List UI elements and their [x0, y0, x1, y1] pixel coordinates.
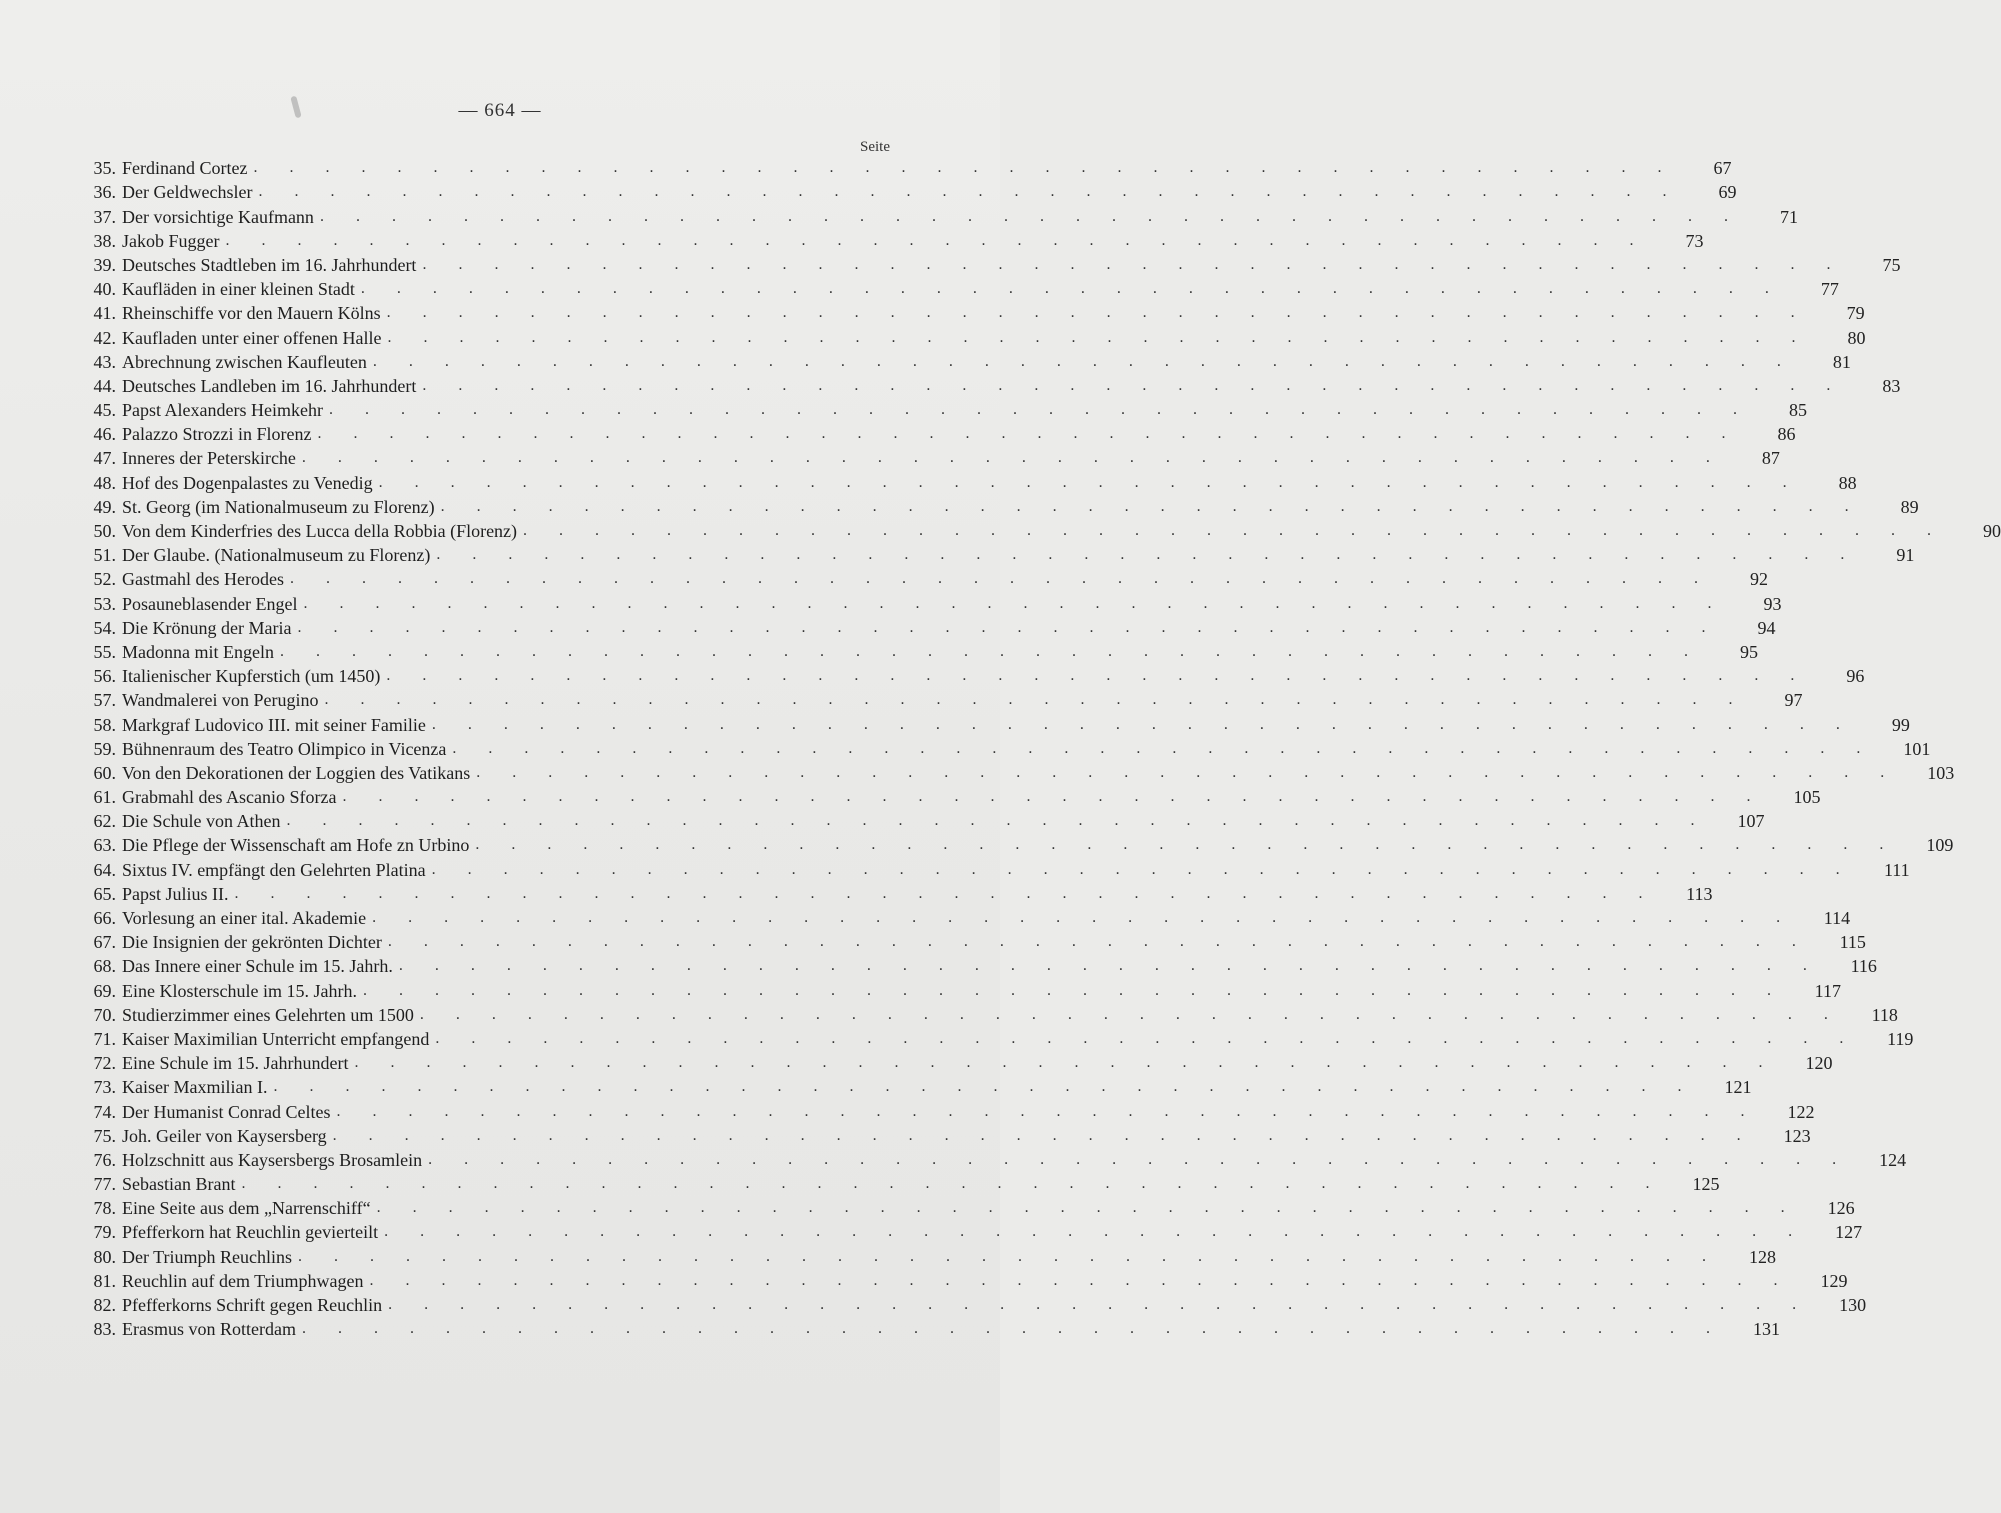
- entry-number: 76.: [93, 1149, 116, 1170]
- entry-number: 44.: [93, 375, 116, 396]
- entry-page: 123: [1783, 1125, 1811, 1146]
- entry-number: 71.: [93, 1028, 116, 1049]
- toc-row: [70, 687, 1803, 711]
- toc-row: [70, 300, 1865, 324]
- dot-leader: . . . . . . . . . . . . . . . . . . . . . . . . . . . . . . . . . . . . . . . .: [362, 981, 1785, 999]
- toc-row: [70, 203, 1798, 227]
- dot-leader: . . . . . . . . . . . . . . . . . . . . . . . . . . . . . . . . . . . . . . . .: [388, 1296, 1811, 1313]
- entry-number: 47.: [93, 448, 116, 469]
- entry-title: Joh. Geiler von Kaysersberg: [122, 1125, 327, 1146]
- entry-title: Bühnenraum des Teatro Olimpico in Vicenza: [122, 738, 447, 759]
- dot-leader: . . . . . . . . . . . . . . . . . . . . . . . . . . . . . . . . . . . . . . . .: [354, 1054, 1777, 1072]
- entry-number: 81.: [93, 1270, 116, 1291]
- toc-row: [70, 1050, 1833, 1074]
- entry-number: 56.: [93, 666, 116, 687]
- entry-number: 66.: [93, 908, 116, 928]
- entry-number: 62.: [93, 811, 116, 832]
- page-number: — 664 —: [458, 100, 542, 121]
- entry-title: Gastmahl des Herodes: [122, 569, 284, 590]
- entry-page: 120: [1805, 1053, 1833, 1074]
- entry-title: Sebastian Brant: [122, 1174, 236, 1195]
- entry-title: Sixtus IV. empfängt den Gelehrten Platina: [122, 859, 426, 880]
- toc-row: [70, 1026, 1914, 1050]
- entry-number: 54.: [93, 617, 116, 638]
- entry-page: 129: [1820, 1270, 1848, 1291]
- dot-leader: . . . . . . . . . . . . . . . . . . . . . . . . . . . . . . . . . . . . . . . .: [298, 1247, 1721, 1265]
- dot-leader: . . . . . . . . . . . . . . . . . . . . . . . . . . . . . . . . . . . . . . . .: [253, 159, 1676, 177]
- entry-number: 74.: [93, 1101, 116, 1122]
- dot-leader: . . . . . . . . . . . . . . . . . . . . . . . . . . . . . . . . . . . . . . . .: [297, 618, 1720, 636]
- toc-row: [70, 615, 1776, 639]
- entry-title: Von dem Kinderfries des Lucca della Robbia (Florenz): [122, 521, 518, 541]
- dot-leader: . . . . . . . . . . . . . . . . . . . . . . . . . . . . . . . . . . . . . . . .: [258, 183, 1681, 201]
- dot-leader: . . . . . . . . . . . . . . . . . . . . . . . . . . . . . . . . . . . . . . . .: [452, 739, 1875, 757]
- toc-row: [70, 349, 1851, 373]
- entry-title: Markgraf Ludovico III. mit seiner Familie: [122, 714, 426, 735]
- toc-row: [70, 711, 1910, 735]
- entry-title: Eine Seite aus dem „Narrenschiff“: [122, 1198, 371, 1219]
- dot-leader: . . . . . . . . . . . . . . . . . . . . . . . . . . . . . . . . . . . . . . . .: [387, 933, 1810, 951]
- dot-leader: . . . . . . . . . . . . . . . . . . . . . . . . . . . . . . . . . . . . . . . .: [436, 546, 1859, 564]
- entry-page: 88: [1838, 472, 1857, 493]
- toc-row: [70, 1123, 1811, 1147]
- entry-title: Hof des Dogenpalastes zu Venedig: [122, 472, 373, 493]
- entry-title: Von den Dekorationen der Loggien des Vatikans: [122, 762, 471, 783]
- dot-leader: . . . . . . . . . . . . . . . . . . . . . . . . . . . . . . . . . . . . . . . .: [476, 763, 1899, 781]
- dot-leader: . . . . . . . . . . . . . . . . . . . . . . . . . . . . . . . . . . . . . . . .: [475, 836, 1898, 854]
- entry-number: 46.: [93, 424, 116, 445]
- entry-number: 45.: [93, 400, 116, 421]
- entry-title: Der Glaube. (Nationalmuseum zu Florenz): [122, 545, 431, 566]
- entry-number: 49.: [93, 496, 116, 517]
- entry-page: 124: [1879, 1149, 1907, 1170]
- entry-title: Der Triumph Reuchlins: [122, 1246, 293, 1267]
- dot-leader: . . . . . . . . . . . . . . . . . . . . . . . . . . . . . . . . . . . . . . . .: [342, 788, 1765, 806]
- entry-page: 117: [1814, 980, 1841, 1001]
- entry-title: Die Schule von Athen: [122, 811, 281, 832]
- entry-page: 119: [1887, 1028, 1914, 1049]
- entry-page: 127: [1835, 1222, 1863, 1243]
- entry-number: 41.: [93, 303, 116, 324]
- entry-title: St. Georg (im Nationalmuseum zu Florenz): [122, 496, 435, 517]
- entry-page: 105: [1793, 787, 1821, 808]
- dot-leader: . . . . . . . . . . . . . . . . . . . . . . . . . . . . . . . . . . . . . . . .: [286, 812, 1709, 830]
- entry-number: 67.: [93, 932, 116, 953]
- entry-page: 114: [1823, 908, 1851, 928]
- toc-row: [70, 663, 1865, 687]
- entry-page: 97: [1784, 690, 1803, 711]
- dot-leader: . . . . . . . . . . . . . . . . . . . . . . . . . . . . . . . . . . . . . . . .: [428, 1150, 1851, 1168]
- dot-leader: . . . . . . . . . . . . . . . . . . . . . . . . . . . . . . . . . . . . . . . .: [431, 715, 1854, 733]
- entry-number: 39.: [93, 254, 116, 275]
- entry-page: 126: [1827, 1198, 1855, 1219]
- entry-page: 95: [1739, 641, 1758, 662]
- entry-title: Die Pflege der Wissenschaft am Hofe zn Urbino: [122, 835, 470, 856]
- entry-title: Das Innere einer Schule im 15. Jahrh.: [122, 956, 393, 977]
- dot-leader: . . . . . . . . . . . . . . . . . . . . . . . . . . . . . . . . . . . . . . . .: [419, 1005, 1842, 1023]
- entry-number: 53.: [93, 593, 116, 614]
- entry-number: 59.: [93, 738, 116, 759]
- entry-title: Deutsches Stadtleben im 16. Jahrhundert: [122, 254, 417, 275]
- entry-number: 63.: [93, 835, 116, 856]
- entry-page: 91: [1896, 545, 1915, 566]
- entry-title: Kaufladen unter einer offenen Halle: [122, 327, 382, 348]
- entry-number: 75.: [93, 1125, 116, 1146]
- dot-leader: . . . . . . . . . . . . . . . . . . . . . . . . . . . . . . . . . . . . . . . .: [241, 1175, 1664, 1193]
- entry-title: Italienischer Kupferstich (um 1450): [122, 666, 381, 687]
- toc-row: [70, 639, 1758, 663]
- toc-row: [70, 324, 1866, 348]
- entry-page: 92: [1749, 569, 1768, 590]
- entry-number: 57.: [93, 690, 116, 711]
- entry-page: 107: [1737, 811, 1765, 832]
- entry-number: 73.: [93, 1077, 116, 1098]
- column-header-page: Seite: [860, 139, 890, 155]
- entry-number: 60.: [93, 762, 116, 783]
- dot-leader: . . . . . . . . . . . . . . . . . . . . . . . . . . . . . . . . . . . . . . . .: [435, 1029, 1858, 1047]
- toc-row: [70, 1268, 1848, 1292]
- entry-number: 61.: [93, 787, 116, 808]
- entry-title: Kaiser Maxmilian I.: [122, 1077, 268, 1098]
- dot-leader: . . . . . . . . . . . . . . . . . . . . . . . . . . . . . . . . . . . . . . . .: [398, 957, 1821, 975]
- toc-row: [70, 1243, 1777, 1267]
- dot-leader: . . . . . . . . . . . . . . . . . . . . . . . . . . . . . . . . . . . . . . . .: [301, 449, 1724, 467]
- dot-leader: . . . . . . . . . . . . . . . . . . . . . . . . . . . . . . . . . . . . . . . .: [225, 231, 1648, 249]
- entry-number: 69.: [93, 980, 116, 1001]
- dot-leader: . . . . . . . . . . . . . . . . . . . . . . . . . . . . . . . . . . . . . . . .: [523, 522, 1946, 539]
- toc-row: [70, 1195, 1855, 1219]
- dot-leader: . . . . . . . . . . . . . . . . . . . . . . . . . . . . . . . . . . . . . . . .: [234, 884, 1657, 902]
- entry-page: 118: [1871, 1004, 1898, 1025]
- dot-leader: . . . . . . . . . . . . . . . . . . . . . . . . . . . . . . . . . . . . . . . .: [301, 1320, 1724, 1338]
- dot-leader: . . . . . . . . . . . . . . . . . . . . . . . . . . . . . . . . . . . . . . . .: [440, 497, 1863, 515]
- toc-row: [70, 397, 1807, 421]
- dot-leader: . . . . . . . . . . . . . . . . . . . . . . . . . . . . . . . . . . . . . . . .: [332, 1126, 1755, 1144]
- entry-number: 55.: [93, 641, 116, 662]
- entry-number: 36.: [93, 182, 116, 203]
- toc-row: [70, 1292, 1867, 1316]
- dot-leader: . . . . . . . . . . . . . . . . . . . . . . . . . . . . . . . . . . . . . . . .: [328, 401, 1751, 419]
- entry-page: 86: [1777, 424, 1796, 445]
- dot-leader: . . . . . . . . . . . . . . . . . . . . . . . . . . . . . . . . . . . . . . . .: [273, 1078, 1696, 1096]
- entry-title: Der Geldwechsler: [122, 182, 253, 203]
- toc-row: [70, 445, 1780, 469]
- dot-leader: . . . . . . . . . . . . . . . . . . . . . . . . . . . . . . . . . . . . . . . .: [431, 860, 1854, 878]
- entry-page: 81: [1832, 351, 1851, 372]
- table-of-contents: [70, 155, 2001, 1340]
- entry-page: 69: [1718, 182, 1737, 203]
- entry-number: 82.: [93, 1295, 116, 1315]
- entry-page: 71: [1779, 206, 1798, 227]
- entry-title: Ferdinand Cortez: [122, 158, 248, 179]
- toc-row: [70, 155, 1732, 179]
- toc-row: [70, 808, 1765, 832]
- dot-leader: . . . . . . . . . . . . . . . . . . . . . . . . . . . . . . . . . . . . . . . .: [376, 1199, 1799, 1217]
- entry-number: 48.: [93, 472, 116, 493]
- dot-leader: . . . . . . . . . . . . . . . . . . . . . . . . . . . . . . . . . . . . . . . .: [279, 642, 1702, 660]
- entry-title: Rheinschiffe vor den Mauern Kölns: [122, 303, 381, 324]
- toc-row: [70, 977, 1841, 1001]
- entry-title: Kaufläden in einer kleinen Stadt: [122, 279, 355, 300]
- entry-page: 75: [1882, 254, 1901, 275]
- entry-page: 85: [1788, 400, 1807, 421]
- entry-number: 43.: [93, 351, 116, 372]
- dot-leader: . . . . . . . . . . . . . . . . . . . . . . . . . . . . . . . . . . . . . . . .: [369, 1271, 1792, 1289]
- entry-number: 78.: [93, 1198, 116, 1219]
- entry-number: 50.: [93, 521, 116, 541]
- entry-page: 115: [1839, 932, 1866, 953]
- toc-row: [70, 469, 1857, 493]
- toc-row: [70, 832, 1954, 856]
- dot-leader: . . . . . . . . . . . . . . . . . . . . . . . . . . . . . . . . . . . . . . . .: [372, 352, 1795, 370]
- entry-number: 70.: [93, 1004, 116, 1025]
- entry-number: 80.: [93, 1246, 116, 1267]
- entry-page: 93: [1763, 593, 1782, 614]
- toc-row: [70, 929, 1866, 953]
- entry-page: 90: [1983, 521, 2001, 541]
- entry-title: Papst Julius II.: [122, 883, 229, 904]
- dot-leader: . . . . . . . . . . . . . . . . . . . . . . . . . . . . . . . . . . . . . . . .: [324, 691, 1747, 709]
- entry-title: Der Humanist Conrad Celtes: [122, 1101, 331, 1122]
- entry-page: 99: [1891, 714, 1910, 735]
- entry-title: Inneres der Peterskirche: [122, 448, 296, 469]
- entry-page: 122: [1787, 1101, 1815, 1122]
- dot-leader: . . . . . . . . . . . . . . . . . . . . . . . . . . . . . . . . . . . . . . . .: [336, 1102, 1759, 1120]
- toc-row: [70, 276, 1839, 300]
- entry-number: 72.: [93, 1053, 116, 1074]
- toc-row: [70, 494, 1919, 518]
- entry-page: 131: [1752, 1319, 1780, 1340]
- entry-page: 77: [1820, 279, 1839, 300]
- entry-number: 65.: [93, 883, 116, 904]
- entry-title: Eine Klosterschule im 15. Jahrh.: [122, 980, 357, 1001]
- entry-title: Madonna mit Engeln: [122, 641, 274, 662]
- entry-number: 42.: [93, 327, 116, 348]
- toc-row: [70, 1219, 1863, 1243]
- entry-number: 51.: [93, 545, 116, 566]
- entry-page: 103: [1927, 762, 1955, 783]
- entry-number: 79.: [93, 1222, 116, 1243]
- entry-number: 52.: [93, 569, 116, 590]
- toc-row: [70, 1098, 1815, 1122]
- entry-page: 96: [1846, 666, 1865, 687]
- entry-page: 89: [1900, 496, 1919, 517]
- dot-leader: . . . . . . . . . . . . . . . . . . . . . . . . . . . . . . . . . . . . . . . .: [384, 1223, 1807, 1241]
- dot-leader: . . . . . . . . . . . . . . . . . . . . . . . . . . . . . . . . . . . . . . . .: [360, 280, 1783, 298]
- toc-row: [70, 252, 1901, 276]
- dot-leader: . . . . . . . . . . . . . . . . . . . . . . . . . . . . . . . . . . . . . . . .: [303, 594, 1726, 612]
- entry-number: 40.: [93, 279, 116, 300]
- entry-number: 35.: [93, 158, 116, 179]
- entry-page: 101: [1903, 738, 1931, 759]
- entry-page: 111: [1883, 859, 1910, 880]
- toc-row: [70, 179, 1737, 203]
- dot-leader: . . . . . . . . . . . . . . . . . . . . . . . . . . . . . . . . . . . . . . . .: [378, 473, 1801, 491]
- dot-leader: . . . . . . . . . . . . . . . . . . . . . . . . . . . . . . . . . . . . . . . .: [386, 304, 1809, 322]
- entry-title: Die Krönung der Maria: [122, 617, 292, 638]
- entry-title: Vorlesung an einer ital. Akademie: [122, 908, 367, 928]
- dot-leader: . . . . . . . . . . . . . . . . . . . . . . . . . . . . . . . . . . . . . . . .: [422, 255, 1845, 273]
- entry-title: Jakob Fugger: [122, 230, 220, 251]
- entry-page: 121: [1724, 1077, 1752, 1098]
- toc-row: [70, 881, 1713, 905]
- entry-title: Studierzimmer eines Gelehrten um 1500: [122, 1004, 414, 1025]
- entry-title: Die Insignien der gekrönten Dichter: [122, 932, 382, 953]
- entry-page: 79: [1846, 303, 1865, 324]
- toc-row: [70, 760, 1955, 784]
- entry-number: 77.: [93, 1174, 116, 1195]
- toc-row: [70, 542, 1915, 566]
- dot-leader: . . . . . . . . . . . . . . . . . . . . . . . . . . . . . . . . . . . . . . . .: [422, 376, 1845, 394]
- entry-page: 125: [1692, 1174, 1720, 1195]
- entry-page: 116: [1850, 956, 1877, 977]
- entry-page: 109: [1926, 835, 1954, 856]
- toc-row: [70, 953, 1877, 977]
- entry-title: Reuchlin auf dem Triumphwagen: [122, 1270, 364, 1291]
- entry-title: Palazzo Strozzi in Florenz: [122, 424, 312, 445]
- entry-page: 87: [1761, 448, 1780, 469]
- toc-row: [70, 228, 1704, 252]
- toc-row: [70, 736, 1931, 760]
- entry-page: 113: [1686, 883, 1713, 904]
- entry-number: 64.: [93, 859, 116, 880]
- entry-title: Holzschnitt aus Kaysersbergs Brosamlein: [122, 1149, 423, 1170]
- toc-row: [70, 856, 1910, 880]
- toc-row: [70, 1002, 1898, 1026]
- toc-row: [70, 421, 1796, 445]
- entry-number: 68.: [93, 956, 116, 977]
- entry-title: Papst Alexanders Heimkehr: [122, 400, 323, 421]
- entry-title: Wandmalerei von Perugino: [122, 690, 319, 711]
- entry-page: 128: [1749, 1246, 1777, 1267]
- dot-leader: . . . . . . . . . . . . . . . . . . . . . . . . . . . . . . . . . . . . . . . .: [319, 207, 1742, 225]
- entry-page: 67: [1713, 158, 1732, 179]
- toc-row: [70, 518, 2001, 542]
- dot-leader: . . . . . . . . . . . . . . . . . . . . . . . . . . . . . . . . . . . . . . . .: [317, 425, 1740, 443]
- entry-title: Der vorsichtige Kaufmann: [122, 206, 314, 227]
- toc-row: [70, 566, 1768, 590]
- entry-title: Posauneblasender Engel: [122, 593, 298, 614]
- entry-page: 130: [1839, 1295, 1867, 1315]
- dot-leader: . . . . . . . . . . . . . . . . . . . . . . . . . . . . . . . . . . . . . . . .: [387, 328, 1810, 346]
- entry-title: Grabmahl des Ascanio Sforza: [122, 787, 337, 808]
- entry-title: Kaiser Maximilian Unterricht empfangend: [122, 1028, 430, 1049]
- dot-leader: . . . . . . . . . . . . . . . . . . . . . . . . . . . . . . . . . . . . . . . .: [289, 570, 1712, 588]
- entry-title: Pfefferkorn hat Reuchlin gevierteilt: [122, 1222, 379, 1243]
- entry-title: Deutsches Landleben im 16. Jahrhundert: [122, 375, 417, 396]
- entry-title: Abrechnung zwischen Kaufleuten: [122, 351, 367, 372]
- entry-page: 80: [1847, 327, 1866, 348]
- toc-row: [70, 1316, 1780, 1340]
- toc-row: [70, 1074, 1752, 1098]
- toc-row: [70, 590, 1782, 614]
- toc-row: [70, 784, 1821, 808]
- entry-page: 73: [1685, 230, 1704, 251]
- toc-row: [70, 905, 1851, 929]
- entry-page: 94: [1757, 617, 1776, 638]
- entry-title: Erasmus von Rotterdam: [122, 1319, 296, 1340]
- toc-row: [70, 1171, 1720, 1195]
- entry-number: 83.: [93, 1319, 116, 1340]
- toc-row: [70, 373, 1901, 397]
- entry-number: 58.: [93, 714, 116, 735]
- entry-number: 37.: [93, 206, 116, 227]
- entry-page: 83: [1882, 375, 1901, 396]
- entry-title: Eine Schule im 15. Jahrhundert: [122, 1053, 349, 1074]
- dot-leader: . . . . . . . . . . . . . . . . . . . . . . . . . . . . . . . . . . . . . . . .: [372, 909, 1795, 926]
- entry-number: 38.: [93, 230, 116, 251]
- dot-leader: . . . . . . . . . . . . . . . . . . . . . . . . . . . . . . . . . . . . . . . .: [386, 667, 1809, 685]
- entry-title: Pfefferkorns Schrift gegen Reuchlin: [122, 1295, 383, 1315]
- toc-row: [70, 1147, 1907, 1171]
